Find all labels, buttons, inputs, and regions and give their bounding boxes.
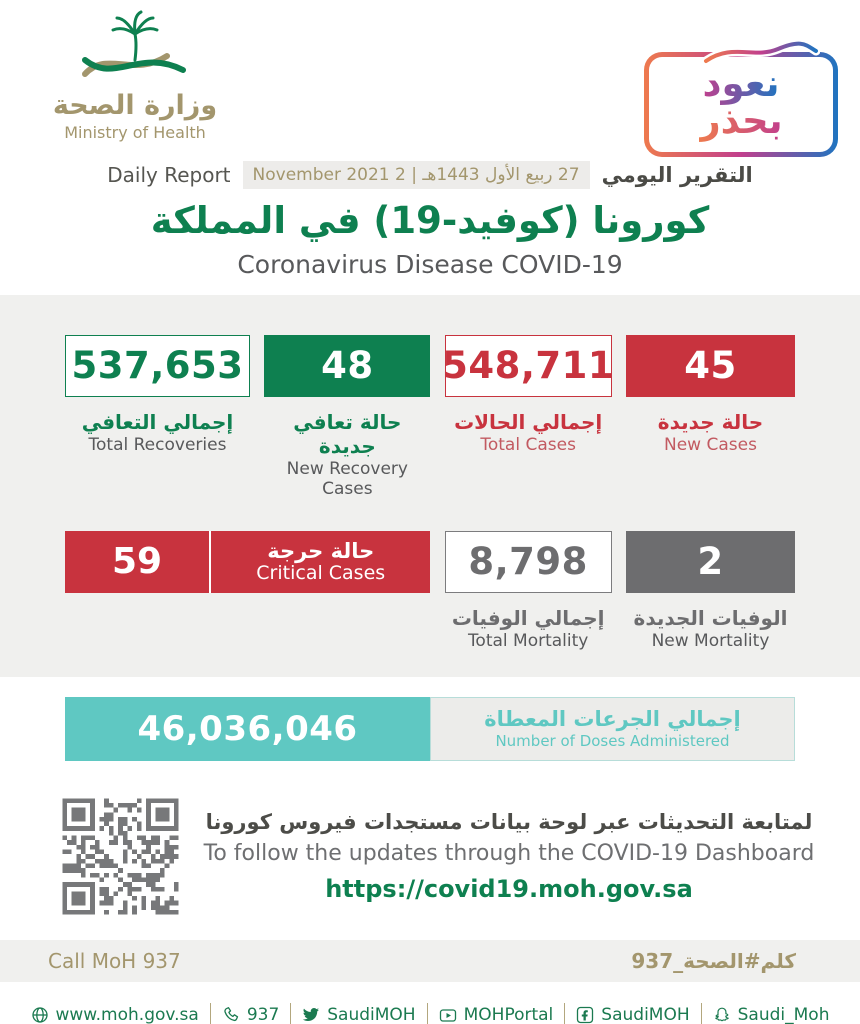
total-mortality-value: 8,798 [445,531,612,593]
qr-code [53,789,188,924]
footer-contacts [0,1003,860,1024]
critical-cases-label-ar: حالة حرجة [267,538,375,563]
footer-item-phone[interactable] [210,1003,290,1024]
footer-facebook-label: SaudiMOH [601,1004,690,1024]
critical-cases-card [65,531,430,593]
total-cases-label-ar: إجمالي الحالات [454,409,603,434]
total-recoveries-label-ar: إجمالي التعافي [81,409,234,434]
call-moh-hashtag: كلم#الصحة_937 [631,948,796,973]
youtube-icon [439,1006,457,1024]
phone-icon [222,1006,240,1024]
new-cases-value: 45 [626,335,795,397]
ministry-name-english: Ministry of Health [64,123,206,143]
footer-website-label: www.moh.gov.sa [55,1004,199,1024]
footer-youtube-label: MOHPortal [463,1004,554,1024]
stats-section [0,295,860,677]
badge-swoosh-icon [702,39,820,65]
new-recoveries-card [264,335,430,499]
badge-slogan: نعود بحذر [699,62,783,142]
total-mortality-card [445,531,612,651]
moh-logo-icon [71,8,199,92]
ministry-name-arabic: وزارة الصحة [52,90,218,121]
total-cases-value: 548,711 [445,335,612,397]
total-mortality-label-ar: إجمالي الوفيات [451,605,605,630]
footer-snapchat-label: Saudi_Moh [737,1004,830,1024]
badge-frame [644,52,838,157]
page-title-arabic: كورونا (كوفيد-19) في المملكة [150,199,710,242]
daily-report-label-arabic: التقرير اليومي [601,163,753,187]
header [0,0,860,158]
page-title-english: Coronavirus Disease COVID-19 [237,249,623,279]
globe-icon [31,1006,49,1024]
footer-twitter-label: SaudiMOH [327,1004,416,1024]
new-recoveries-label-ar: حالة تعافي جديدة [293,409,402,458]
badge-inner [649,57,833,152]
footer-phone-label: 937 [246,1004,280,1024]
footer-item-website[interactable] [20,1003,210,1024]
total-cases-card [442,335,615,499]
stats-row-2 [65,531,795,651]
snapchat-icon [713,1006,731,1024]
facebook-icon [576,1006,594,1024]
total-recoveries-card [65,335,250,499]
dashboard-line-ar: لمتابعة التحديثات عبر لوحة بيانات مستجدات فيروس كورونا [205,809,813,834]
critical-cases-label-en: Critical Cases [256,561,386,584]
doses-label-ar: إجمالي الجرعات المعطاة [484,707,741,732]
new-cases-label-en: New Cases [664,434,757,455]
call-moh-english: Call MoH 937 [48,948,181,973]
daily-report-label: Daily Report [107,163,231,187]
footer-item-youtube[interactable] [427,1003,565,1024]
footer-item-facebook[interactable] [564,1003,700,1024]
twitter-icon [302,1006,320,1024]
total-recoveries-label-en: Total Recoveries [88,434,227,455]
stats-row-1 [65,335,795,499]
doses-label [430,697,795,761]
footer-item-snapchat[interactable] [701,1003,841,1024]
report-date: 27 ربيع الأول 1443هـ | 2 November 2021 [243,161,590,189]
dashboard-section [53,789,820,924]
report-line [0,158,860,192]
new-mortality-card [626,531,795,651]
new-recoveries-value: 48 [264,335,430,397]
call-moh-bar [0,940,860,982]
doses-value: 46,036,046 [65,697,430,761]
doses-label-en: Number of Doses Administered [495,732,730,751]
new-cases-label-ar: حالة جديدة [657,409,764,434]
footer-item-twitter[interactable] [290,1003,426,1024]
return-with-caution-badge [644,52,838,157]
new-recoveries-label-en: New Recovery Cases [286,458,408,499]
new-mortality-label-en: New Mortality [651,630,770,651]
dashboard-line-en: To follow the updates through the COVID-19 Dashboard [203,840,815,866]
total-mortality-label-en: Total Mortality [467,630,589,651]
doses-bar [65,697,795,761]
dashboard-url-link[interactable]: https://covid19.moh.gov.sa [325,874,693,903]
total-cases-label-en: Total Cases [480,434,576,455]
moh-logo [50,8,220,142]
critical-cases-value: 59 [65,531,211,593]
new-mortality-label-ar: الوفيات الجديدة [633,605,788,630]
new-cases-card [626,335,795,499]
new-mortality-value: 2 [626,531,795,593]
total-recoveries-value: 537,653 [65,335,250,397]
